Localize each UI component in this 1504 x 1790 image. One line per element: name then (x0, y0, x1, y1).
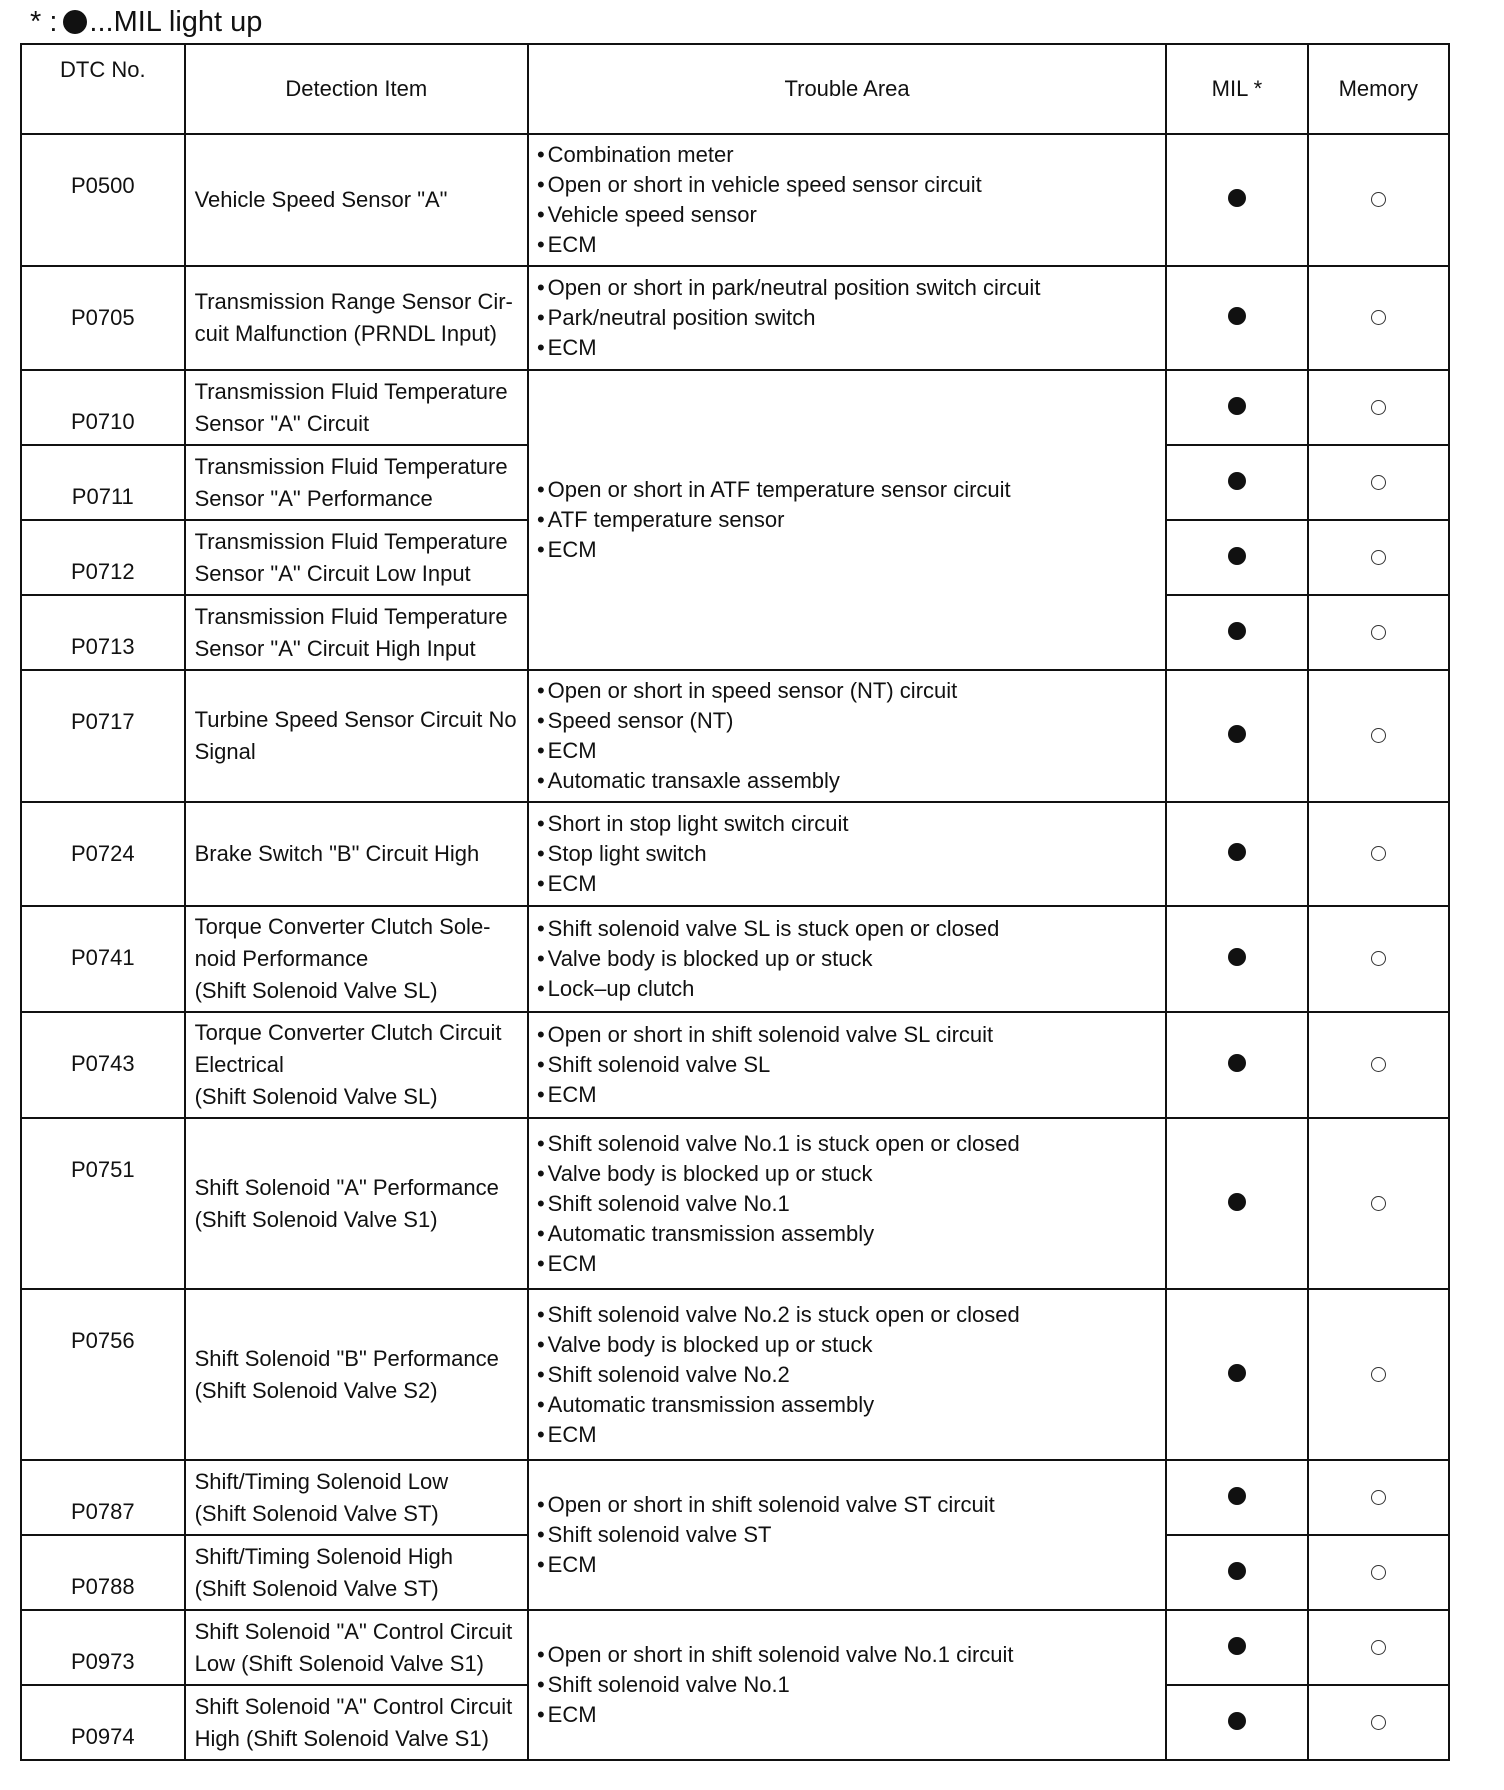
detection-item-line: Turbine Speed Sensor Circuit No (194, 707, 517, 732)
trouble-area-item: • ECM (537, 1420, 1159, 1450)
memory-cell (1308, 1012, 1449, 1118)
filled-circle-icon (1228, 1487, 1246, 1505)
dtc-code: P0973 (21, 1610, 185, 1685)
dtc-code: P0751 (21, 1118, 185, 1289)
detection-item-line: (Shift Solenoid Valve ST) (194, 1575, 439, 1601)
memory-cell (1308, 520, 1449, 595)
open-circle-icon (1371, 550, 1386, 565)
filled-circle-icon (1228, 622, 1246, 640)
trouble-area-item: • ECM (537, 1700, 1159, 1730)
detection-item-line: Shift Solenoid "A" Control Circuit (194, 1693, 513, 1719)
trouble-area (528, 134, 1166, 266)
detection-item (185, 520, 528, 595)
mil-cell (1166, 1685, 1307, 1760)
detection-item-line: (Shift Solenoid Valve ST) (194, 1500, 439, 1526)
trouble-area (528, 1289, 1166, 1460)
mil-cell (1166, 1610, 1307, 1685)
trouble-area-item: • Vehicle speed sensor (537, 200, 1159, 230)
filled-circle-icon (1228, 189, 1246, 207)
open-circle-icon (1371, 1490, 1386, 1505)
detection-item-line: Shift Solenoid "A" Control Circuit (194, 1618, 513, 1644)
open-circle-icon (1371, 1196, 1386, 1211)
mil-cell (1166, 1118, 1307, 1289)
filled-circle-icon (1228, 725, 1246, 743)
legend-text: ...MIL light up (89, 6, 263, 38)
trouble-area (528, 670, 1166, 802)
detection-item-line: Shift/Timing Solenoid High (194, 1543, 454, 1569)
trouble-area-item: • Open or short in vehicle speed sensor circuit (537, 170, 1159, 200)
dtc-code: P0500 (21, 134, 185, 266)
mil-cell (1166, 906, 1307, 1012)
detection-item-line: Transmission Fluid Temperature (194, 453, 508, 479)
detection-item (185, 1289, 528, 1460)
detection-item-line: Sensor "A" Circuit (194, 410, 370, 436)
memory-cell (1308, 445, 1449, 520)
detection-item-line: Transmission Fluid Temperature (194, 603, 508, 629)
detection-item (185, 670, 528, 802)
table-row (21, 802, 1449, 906)
trouble-area (528, 370, 1166, 670)
detection-item-line: Torque Converter Clutch Sole- (194, 914, 491, 939)
detection-item-line: Torque Converter Clutch Circuit (194, 1020, 502, 1045)
table-body (21, 134, 1449, 1760)
dtc-code: P0788 (21, 1535, 185, 1610)
filled-circle-icon (1228, 397, 1246, 415)
open-circle-icon (1371, 625, 1386, 640)
detection-item-line: Electrical (194, 1052, 284, 1077)
trouble-area-item: • Valve body is blocked up or stuck (537, 1159, 1159, 1189)
trouble-area-item: • Shift solenoid valve No.2 (537, 1360, 1159, 1390)
memory-cell (1308, 595, 1449, 670)
detection-item (185, 134, 528, 266)
dtc-code: P0743 (21, 1012, 185, 1118)
open-circle-icon (1371, 310, 1386, 325)
detection-item-line: Sensor "A" Circuit Low Input (194, 560, 471, 586)
mil-cell (1166, 1460, 1307, 1535)
header-memory: Memory (1308, 44, 1449, 134)
open-circle-icon (1371, 951, 1386, 966)
dtc-table (20, 43, 1450, 1761)
open-circle-icon (1371, 1715, 1386, 1730)
mil-cell (1166, 520, 1307, 595)
mil-dot-icon (63, 10, 87, 34)
filled-circle-icon (1228, 1712, 1246, 1730)
trouble-area-item: • ECM (537, 535, 1159, 565)
trouble-area-item: • Automatic transmission assembly (537, 1390, 1159, 1420)
filled-circle-icon (1228, 472, 1246, 490)
detection-item (185, 1685, 528, 1760)
dtc-code: P0705 (21, 266, 185, 370)
dtc-code: P0974 (21, 1685, 185, 1760)
trouble-area-item: • Open or short in park/neutral position switch circuit (537, 273, 1159, 303)
dtc-code: P0787 (21, 1460, 185, 1535)
table-row (21, 134, 1449, 266)
table-row (21, 1012, 1449, 1118)
trouble-area-item: • ECM (537, 736, 1159, 766)
table-row (21, 266, 1449, 370)
mil-cell (1166, 1289, 1307, 1460)
memory-cell (1308, 1118, 1449, 1289)
trouble-area-item: • Shift solenoid valve SL is stuck open or closed (537, 914, 1159, 944)
trouble-area (528, 802, 1166, 906)
detection-item-line: Low (Shift Solenoid Valve S1) (194, 1650, 485, 1676)
header-item: Detection Item (185, 44, 528, 134)
detection-item-line: Vehicle Speed Sensor "A" (194, 187, 448, 212)
dtc-code: P0710 (21, 370, 185, 445)
trouble-area-item: • Stop light switch (537, 839, 1159, 869)
trouble-area-item: • Lock–up clutch (537, 974, 1159, 1004)
mil-cell (1166, 445, 1307, 520)
detection-item (185, 370, 528, 445)
trouble-area-item: • ECM (537, 1249, 1159, 1279)
filled-circle-icon (1228, 1637, 1246, 1655)
trouble-area-item: • Shift solenoid valve No.1 is stuck open or closed (537, 1129, 1159, 1159)
detection-item (185, 906, 528, 1012)
detection-item-line: (Shift Solenoid Valve SL) (194, 978, 438, 1003)
detection-item-line: Transmission Range Sensor Cir- (194, 289, 513, 314)
trouble-area-item: • Valve body is blocked up or stuck (537, 944, 1159, 974)
mil-cell (1166, 595, 1307, 670)
trouble-area-item: • ATF temperature sensor (537, 505, 1159, 535)
trouble-area-item: • ECM (537, 1080, 1159, 1110)
filled-circle-icon (1228, 547, 1246, 565)
filled-circle-icon (1228, 948, 1246, 966)
detection-item (185, 802, 528, 906)
table-row (21, 370, 1449, 445)
trouble-area-item: • Shift solenoid valve No.1 (537, 1670, 1159, 1700)
trouble-area-item: • Automatic transmission assembly (537, 1219, 1159, 1249)
open-circle-icon (1371, 1565, 1386, 1580)
detection-item (185, 1535, 528, 1610)
trouble-area-item: • Valve body is blocked up or stuck (537, 1330, 1159, 1360)
trouble-area-item: • Speed sensor (NT) (537, 706, 1159, 736)
detection-item (185, 1460, 528, 1535)
open-circle-icon (1371, 728, 1386, 743)
filled-circle-icon (1228, 1193, 1246, 1211)
memory-cell (1308, 370, 1449, 445)
legend (30, 2, 262, 42)
detection-item (185, 1610, 528, 1685)
trouble-area (528, 1118, 1166, 1289)
open-circle-icon (1371, 1640, 1386, 1655)
trouble-area-item: • Short in stop light switch circuit (537, 809, 1159, 839)
memory-cell (1308, 670, 1449, 802)
mil-cell (1166, 802, 1307, 906)
mil-cell (1166, 370, 1307, 445)
memory-cell (1308, 1289, 1449, 1460)
memory-cell (1308, 266, 1449, 370)
memory-cell (1308, 802, 1449, 906)
memory-cell (1308, 906, 1449, 1012)
table-row (21, 1610, 1449, 1685)
trouble-area-item: • Open or short in ATF temperature sensor circuit (537, 475, 1159, 505)
detection-item (185, 266, 528, 370)
detection-item-line: (Shift Solenoid Valve S1) (194, 1206, 438, 1232)
open-circle-icon (1371, 400, 1386, 415)
detection-item (185, 595, 528, 670)
dtc-code: P0717 (21, 670, 185, 802)
open-circle-icon (1371, 1367, 1386, 1382)
detection-item-line: Shift Solenoid "B" Performance (194, 1345, 499, 1371)
detection-item-line: Signal (194, 739, 256, 764)
detection-item-line: (Shift Solenoid Valve S2) (194, 1377, 438, 1403)
dtc-code: P0712 (21, 520, 185, 595)
dtc-code: P0741 (21, 906, 185, 1012)
memory-cell (1308, 134, 1449, 266)
header-dtc: DTC No. (21, 44, 185, 134)
memory-cell (1308, 1460, 1449, 1535)
trouble-area-item: • ECM (537, 1550, 1159, 1580)
filled-circle-icon (1228, 843, 1246, 861)
filled-circle-icon (1228, 1562, 1246, 1580)
trouble-area-item: • Open or short in shift solenoid valve SL circuit (537, 1020, 1159, 1050)
trouble-area-item: • Open or short in shift solenoid valve ST circuit (537, 1490, 1159, 1520)
trouble-area (528, 906, 1166, 1012)
memory-cell (1308, 1610, 1449, 1685)
detection-item-line: Shift Solenoid "A" Performance (194, 1174, 499, 1200)
mil-cell (1166, 266, 1307, 370)
filled-circle-icon (1228, 1054, 1246, 1072)
filled-circle-icon (1228, 1364, 1246, 1382)
mil-cell (1166, 1012, 1307, 1118)
trouble-area-item: • Combination meter (537, 140, 1159, 170)
dtc-code: P0724 (21, 802, 185, 906)
detection-item (185, 1012, 528, 1118)
detection-item-line: cuit Malfunction (PRNDL Input) (194, 321, 498, 346)
trouble-area-item: • ECM (537, 333, 1159, 363)
header-row (21, 44, 1449, 134)
open-circle-icon (1371, 1057, 1386, 1072)
dtc-code: P0711 (21, 445, 185, 520)
dtc-code: P0713 (21, 595, 185, 670)
detection-item-line: High (Shift Solenoid Valve S1) (194, 1725, 489, 1751)
open-circle-icon (1371, 192, 1386, 207)
detection-item-line: Sensor "A" Performance (194, 485, 433, 511)
trouble-area-item: • Park/neutral position switch (537, 303, 1159, 333)
detection-item-line: Shift/Timing Solenoid Low (194, 1468, 449, 1494)
table-row (21, 1460, 1449, 1535)
open-circle-icon (1371, 475, 1386, 490)
memory-cell (1308, 1685, 1449, 1760)
detection-item-line: (Shift Solenoid Valve SL) (194, 1084, 438, 1109)
trouble-area-item: • ECM (537, 869, 1159, 899)
legend-prefix: * : (30, 6, 58, 38)
mil-cell (1166, 134, 1307, 266)
trouble-area (528, 1012, 1166, 1118)
table-row (21, 1289, 1449, 1460)
trouble-area-item: • Automatic transaxle assembly (537, 766, 1159, 796)
open-circle-icon (1371, 846, 1386, 861)
trouble-area (528, 266, 1166, 370)
detection-item-line: Transmission Fluid Temperature (194, 378, 508, 404)
memory-cell (1308, 1535, 1449, 1610)
detection-item (185, 1118, 528, 1289)
dtc-code: P0756 (21, 1289, 185, 1460)
trouble-area-item: • ECM (537, 230, 1159, 260)
trouble-area-item: • Shift solenoid valve No.1 (537, 1189, 1159, 1219)
detection-item-line: Transmission Fluid Temperature (194, 528, 508, 554)
trouble-area-item: • Shift solenoid valve No.2 is stuck open or closed (537, 1300, 1159, 1330)
detection-item-line: Brake Switch "B" Circuit High (194, 841, 480, 866)
detection-item-line: Sensor "A" Circuit High Input (194, 635, 476, 661)
detection-item (185, 445, 528, 520)
trouble-area-item: • Open or short in speed sensor (NT) circuit (537, 676, 1159, 706)
trouble-area (528, 1460, 1166, 1610)
header-area: Trouble Area (528, 44, 1166, 134)
trouble-area-item: • Shift solenoid valve ST (537, 1520, 1159, 1550)
mil-cell (1166, 670, 1307, 802)
detection-item-line: noid Performance (194, 946, 369, 971)
table-row (21, 1118, 1449, 1289)
mil-cell (1166, 1535, 1307, 1610)
trouble-area (528, 1610, 1166, 1760)
header-mil: MIL * (1166, 44, 1307, 134)
table-row (21, 670, 1449, 802)
table-row (21, 906, 1449, 1012)
trouble-area-item: • Open or short in shift solenoid valve No.1 circuit (537, 1640, 1159, 1670)
trouble-area-item: • Shift solenoid valve SL (537, 1050, 1159, 1080)
filled-circle-icon (1228, 307, 1246, 325)
